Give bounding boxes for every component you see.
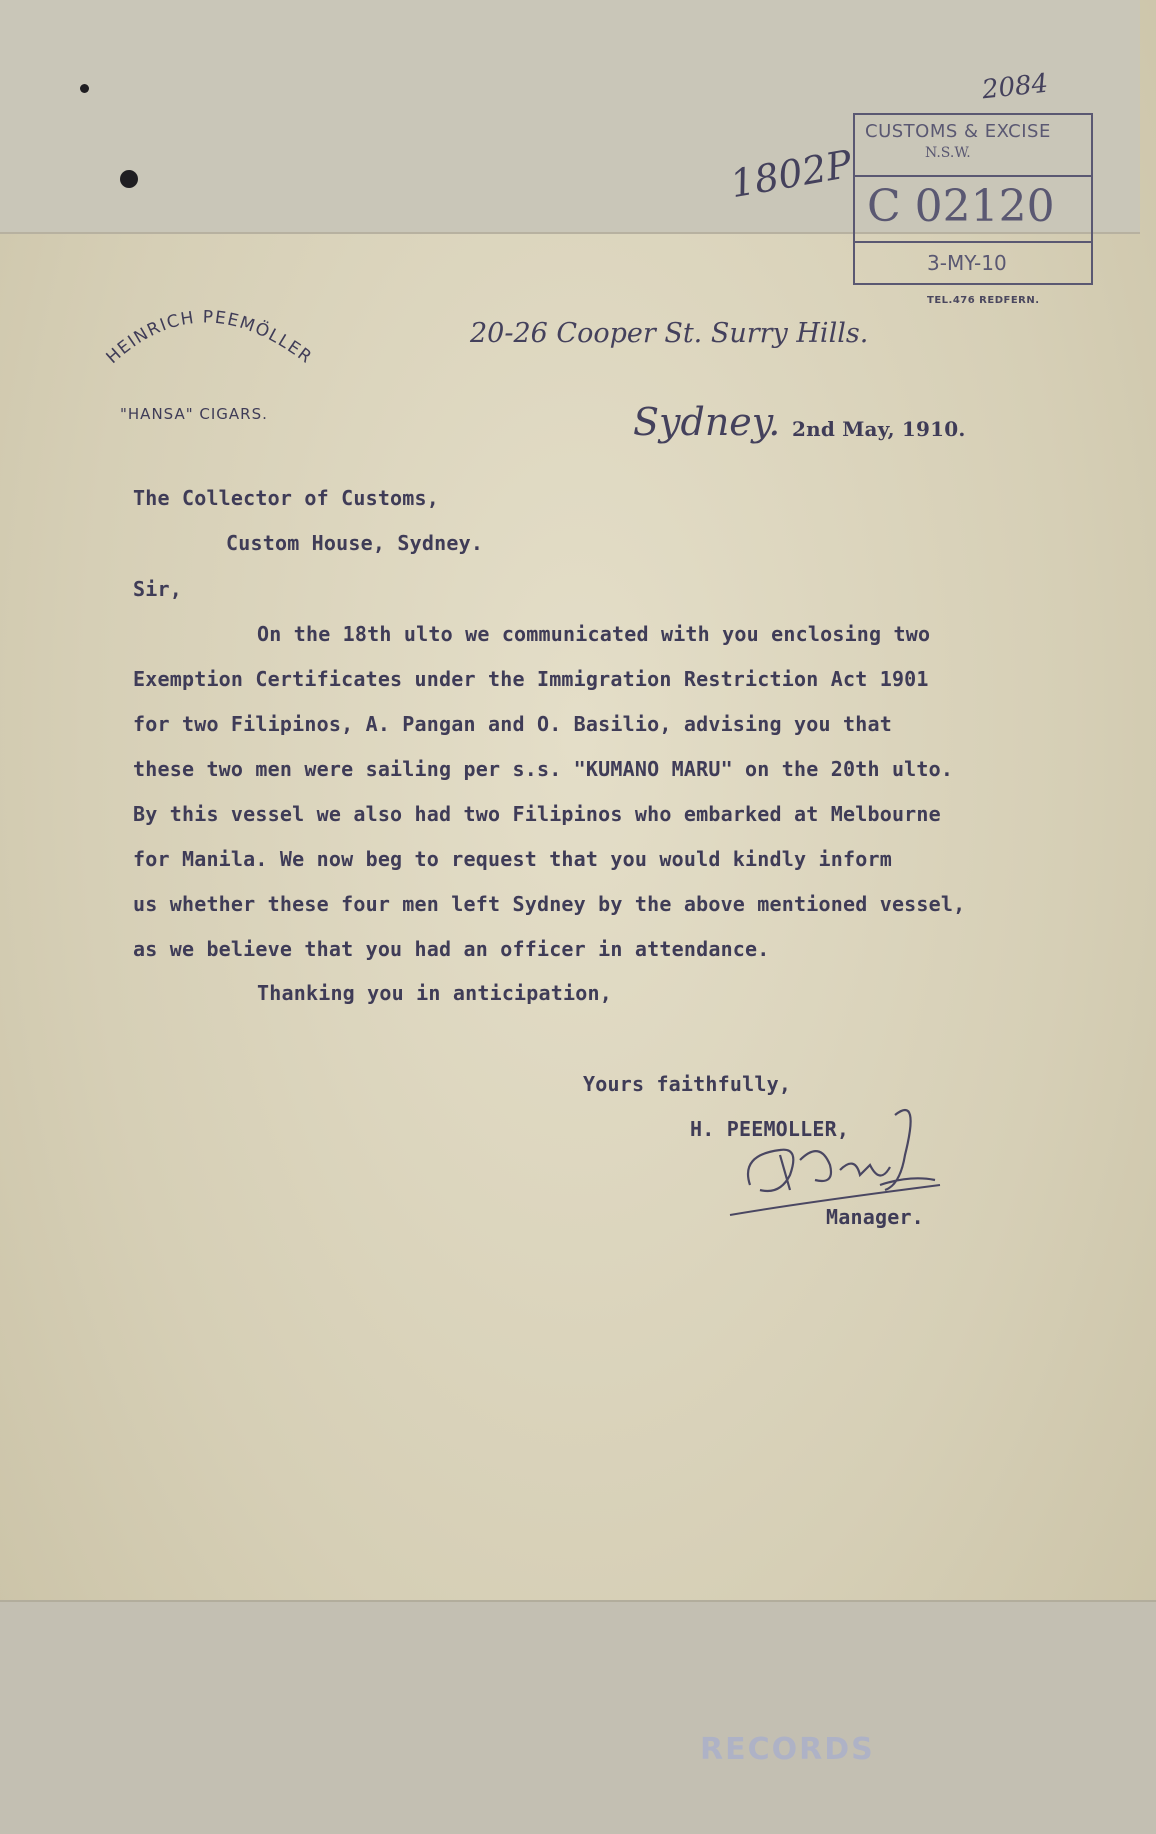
signatory: H. PEEMOLLER, bbox=[690, 1117, 850, 1141]
punch-hole bbox=[120, 170, 138, 188]
records-watermark: RECORDS bbox=[700, 1732, 875, 1767]
stamp-subtitle: N.S.W. bbox=[925, 145, 971, 161]
body-line: Exemption Certificates under the Immigration Restriction Act 1901 bbox=[133, 667, 929, 691]
body-line: By this vessel we also had two Filipinos who embarked at Melbourne bbox=[133, 802, 941, 826]
city: Sydney. bbox=[633, 400, 781, 444]
customs-stamp bbox=[853, 113, 1093, 285]
body-line: these two men were sailing per s.s. "KUMANO MARU" on the 20th ulto. bbox=[133, 757, 954, 781]
top-right-annotation: 2084 bbox=[980, 68, 1050, 106]
body-line: as we believe that you had an officer in attendance. bbox=[133, 937, 770, 961]
telephone-line: TEL.476 REDFERN. bbox=[927, 295, 1040, 306]
tagline: "HANSA" CIGARS. bbox=[120, 405, 268, 423]
stamp-number: C 02120 bbox=[867, 181, 1055, 232]
body-line: for Manila. We now beg to request that you would kindly inform bbox=[133, 847, 892, 871]
body-line: On the 18th ulto we communicated with you enclosing two bbox=[257, 622, 931, 646]
svg-text:HEINRICH PEEMÖLLER bbox=[103, 307, 317, 368]
thanks-line: Thanking you in anticipation, bbox=[257, 981, 612, 1005]
letter-date: 2nd May, 1910. bbox=[792, 417, 966, 441]
company-name-text: HEINRICH PEEMÖLLER bbox=[102, 307, 317, 369]
signatory-title: Manager. bbox=[826, 1205, 924, 1229]
company-name-arc bbox=[80, 280, 340, 390]
file-number-annotation: 1802P bbox=[727, 141, 856, 207]
body-line: for two Filipinos, A. Pangan and O. Basilio, advising you that bbox=[133, 712, 892, 736]
addressee-line-1: The Collector of Customs, bbox=[133, 486, 440, 510]
address: 20-26 Cooper St. Surry Hills. bbox=[470, 318, 869, 349]
salutation: Sir, bbox=[133, 577, 182, 601]
stamp-date: 3-MY-10 bbox=[927, 251, 1007, 275]
bottom-paper-strip bbox=[0, 1600, 1156, 1834]
stamp-title: CUSTOMS & EXCISE bbox=[865, 121, 1051, 142]
closing: Yours faithfully, bbox=[583, 1072, 792, 1096]
punch-hole bbox=[80, 84, 89, 93]
addressee-line-2: Custom House, Sydney. bbox=[226, 531, 484, 555]
body-line: us whether these four men left Sydney by the above mentioned vessel, bbox=[133, 892, 966, 916]
